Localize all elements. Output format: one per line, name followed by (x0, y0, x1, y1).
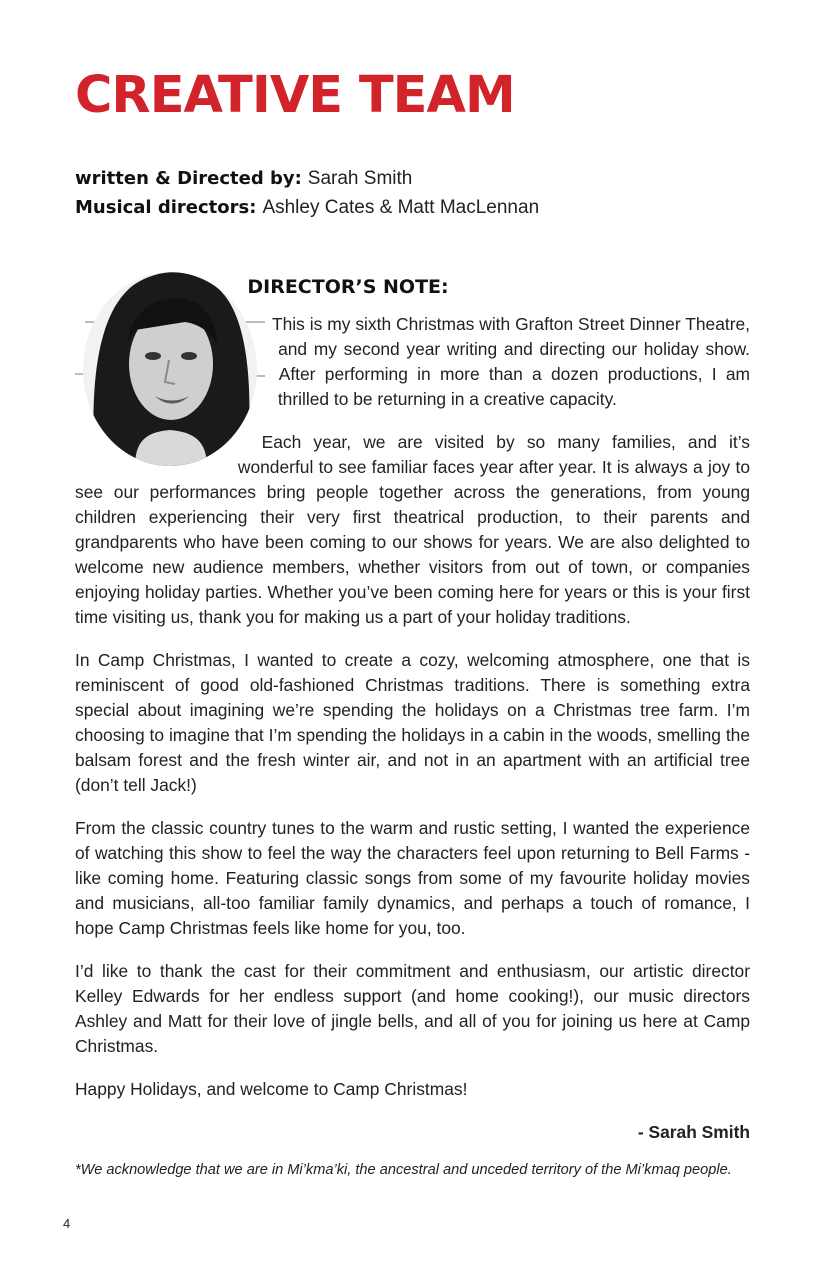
page-title: CREATIVE TEAM (75, 66, 515, 125)
credit-value: Ashley Cates & Matt MacLennan (262, 197, 540, 218)
director-portrait (75, 272, 265, 467)
credit-line-director (75, 164, 539, 193)
portrait-image (75, 272, 265, 467)
page-number: 4 (63, 1216, 71, 1231)
credit-label: written & Directed by: (75, 168, 302, 189)
credit-label: Musical directors: (75, 197, 257, 218)
note-closing: Happy Holidays, and welcome to Camp Christmas! (75, 1079, 468, 1099)
note-paragraph: In Camp Christmas, I wanted to create a cozy, welcoming atmosphere, one that is reminiscent of good old-fashioned Christmas traditions. There is something extra special about imagining we’re spending the holidays on a Christmas tree farm. I’m choosing to imagine that I’m spending the holidays in a cabin in the woods, smelling the balsam forest and the fresh winter air, and not in an apartment with an artificial tree (don’t tell Jack!) (75, 650, 750, 795)
note-paragraph: Each year, we are visited by so many families, and it’s wonderful to see familiar faces year after year. It is always a joy to see our performances bring people together across the generations, from young children experiencing their very first theatrical production, to their parents and grandparents who have been coming to our shows for years. We are also delighted to welcome new audience members, whether visitors from out of town, or companies enjoying holiday parties. Whether you’ve been coming here for years or this is your first time visiting us, thank you for making us a part of your holiday traditions. (75, 432, 750, 627)
note-paragraph: This is my sixth Christmas with Grafton Street Dinner Theatre, and my second year writing and directing our holiday show. After performing in more than a dozen productions, I am thrilled to be returning in a creative capacity. (271, 314, 750, 409)
note-signature: - Sarah Smith (637, 1122, 750, 1142)
note-paragraph: I’d like to thank the cast for their commitment and enthusiasm, our artistic director Kelley Edwards for her endless support (and home cooking!), our music directors Ashley and Matt for their love of jingle bells, and all of you for joining us here at Camp Christmas. (75, 961, 750, 1056)
note-paragraph: From the classic country tunes to the warm and rustic setting, I wanted the experience of watching this show to feel the way the characters feel upon returning to Bell Farms - like coming home. Featuring classic songs from some of my favourite holiday movies and musicians, all-too familiar family dynamics, and perhaps a touch of romance, I hope Camp Christmas feels like home for you, too. (75, 818, 750, 938)
land-acknowledgement: *We acknowledge that we are in Mi’kma’ki, the ancestral and unceded territory of the Mi’kmaq people. (75, 1162, 732, 1178)
credit-value: Sarah Smith (307, 168, 413, 189)
credits-block (75, 164, 539, 222)
note-heading: DIRECTOR’S NOTE: (247, 276, 449, 298)
credit-line-music (75, 193, 539, 222)
directors-note (75, 272, 750, 1145)
